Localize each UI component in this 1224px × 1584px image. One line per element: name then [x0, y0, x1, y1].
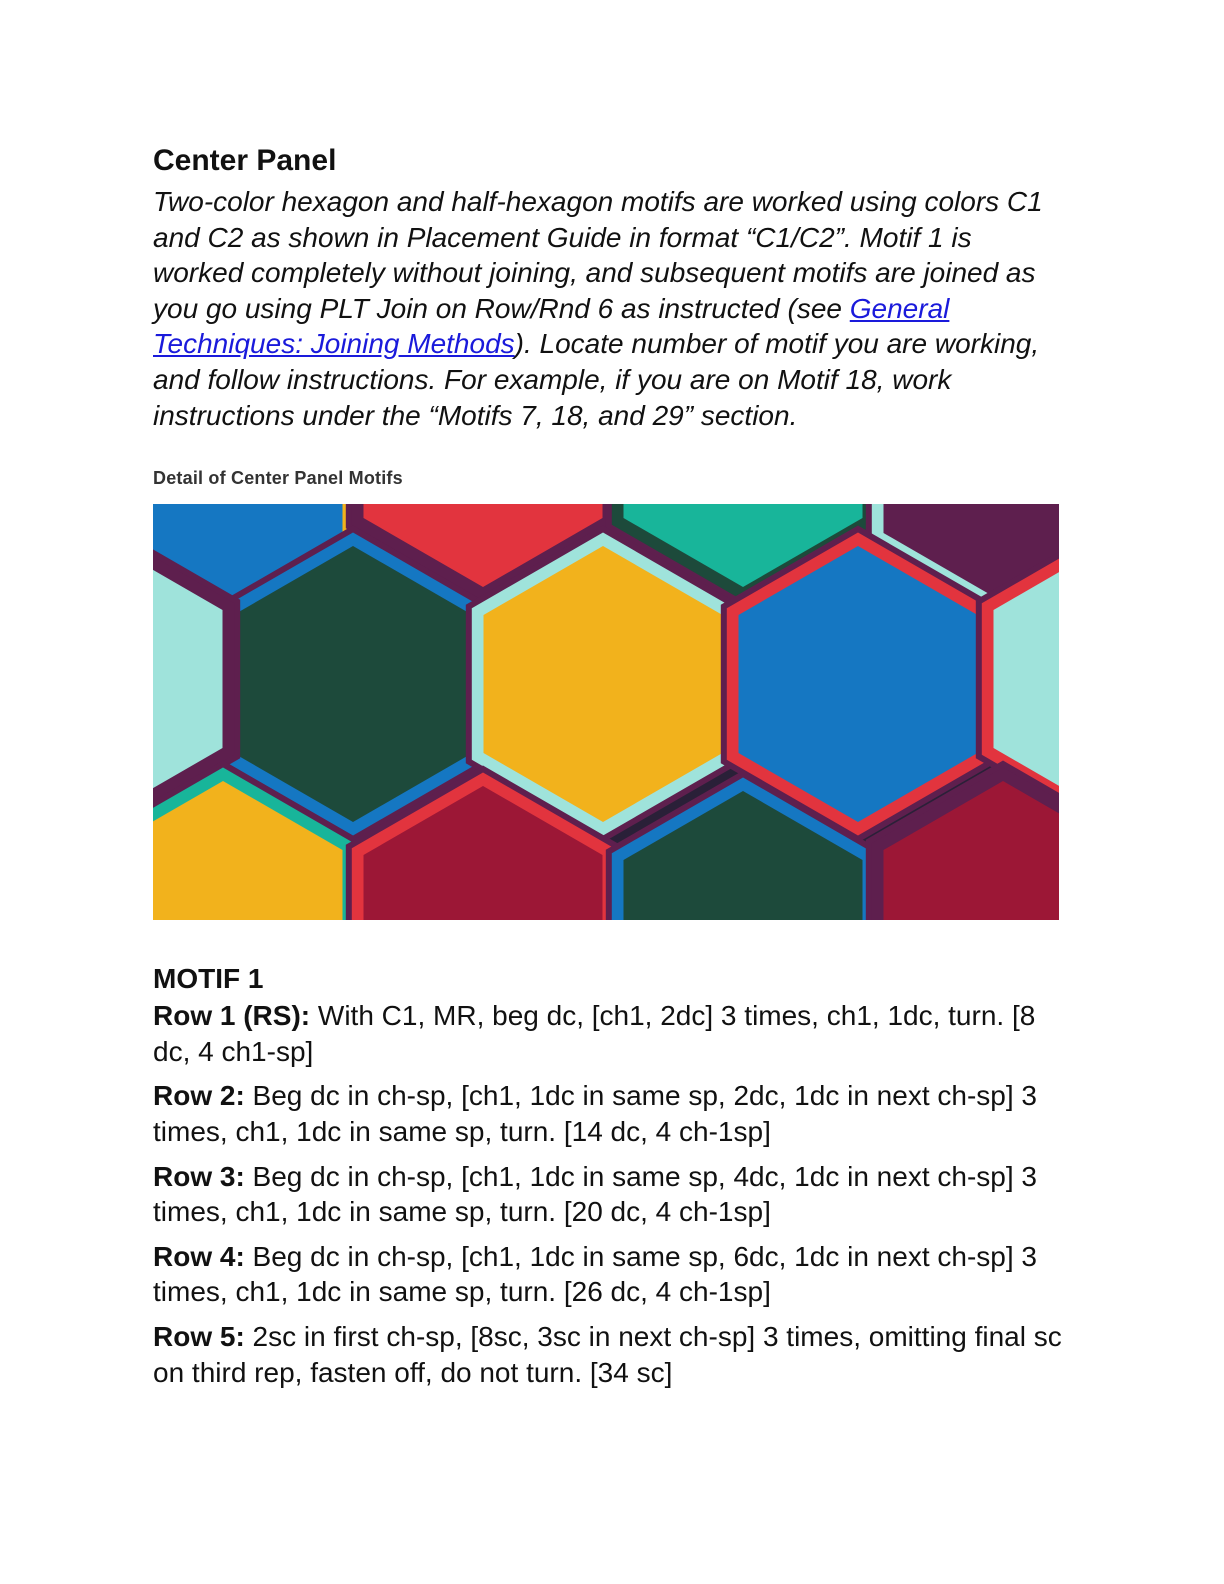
- row-text: Beg dc in ch-sp, [ch1, 1dc in same sp, 6dc, 1dc in next ch-sp] 3 times, ch1, 1dc in same sp, turn. [26 dc, 4 ch-1sp]: [153, 1240, 1037, 1308]
- row-text: Beg dc in ch-sp, [ch1, 1dc in same sp, 2dc, 1dc in next ch-sp] 3 times, ch1, 1dc in same sp, turn. [14 dc, 4 ch-1sp]: [153, 1080, 1037, 1147]
- figure-caption: Detail of Center Panel Motifs: [153, 468, 403, 489]
- row-instruction: [153, 1159, 1063, 1230]
- row-instruction: [153, 1078, 1063, 1149]
- row-label: Row 1 (RS):: [153, 1000, 311, 1032]
- row-label: Row 4:: [153, 1240, 245, 1272]
- row-instruction: [153, 1239, 1063, 1310]
- intro-paragraph: [153, 184, 1063, 433]
- row-label: Row 5:: [153, 1320, 245, 1352]
- row-instruction: [153, 998, 1063, 1069]
- document-page: [153, 140, 1063, 1399]
- row-instruction: [153, 1319, 1063, 1390]
- intro-text-before: Two-color hexagon and half-hexagon motifs are worked using colors C1 and C2 as shown in Placement Guide in format “C1/C2”. Motif 1 is worked completely without joining, and subsequent motifs are joined as you go using PLT Join on Row/Rnd 6 as instructed (see: [153, 186, 1043, 324]
- row-instructions: [153, 998, 1063, 1390]
- section-title: Center Panel: [153, 144, 337, 177]
- row-text: With C1, MR, beg dc, [ch1, 2dc] 3 times, ch1, 1dc, turn. [8 dc, 4 ch1-sp]: [153, 1000, 1036, 1067]
- row-text: 2sc in first ch-sp, [8sc, 3sc in next ch-sp] 3 times, omitting final sc on third rep, fasten off, do not turn. [34 sc]: [153, 1320, 1062, 1388]
- row-text: Beg dc in ch-sp, [ch1, 1dc in same sp, 4dc, 1dc in next ch-sp] 3 times, ch1, 1dc in same sp, turn. [20 dc, 4 ch-1sp]: [153, 1160, 1037, 1228]
- crochet-hexagon-photo: [153, 504, 1059, 920]
- joining-methods-link[interactable]: General Techniques: Joining Methods: [153, 292, 950, 360]
- row-label: Row 2:: [153, 1080, 245, 1112]
- intro-text-after: ). Locate number of motif you are working, and follow instructions. For example, if you are on Motif 18, work instructions under the “Motifs 7, 18, and 29” section.: [153, 328, 1040, 431]
- motif-title: MOTIF 1: [153, 963, 264, 995]
- row-label: Row 3:: [153, 1160, 245, 1192]
